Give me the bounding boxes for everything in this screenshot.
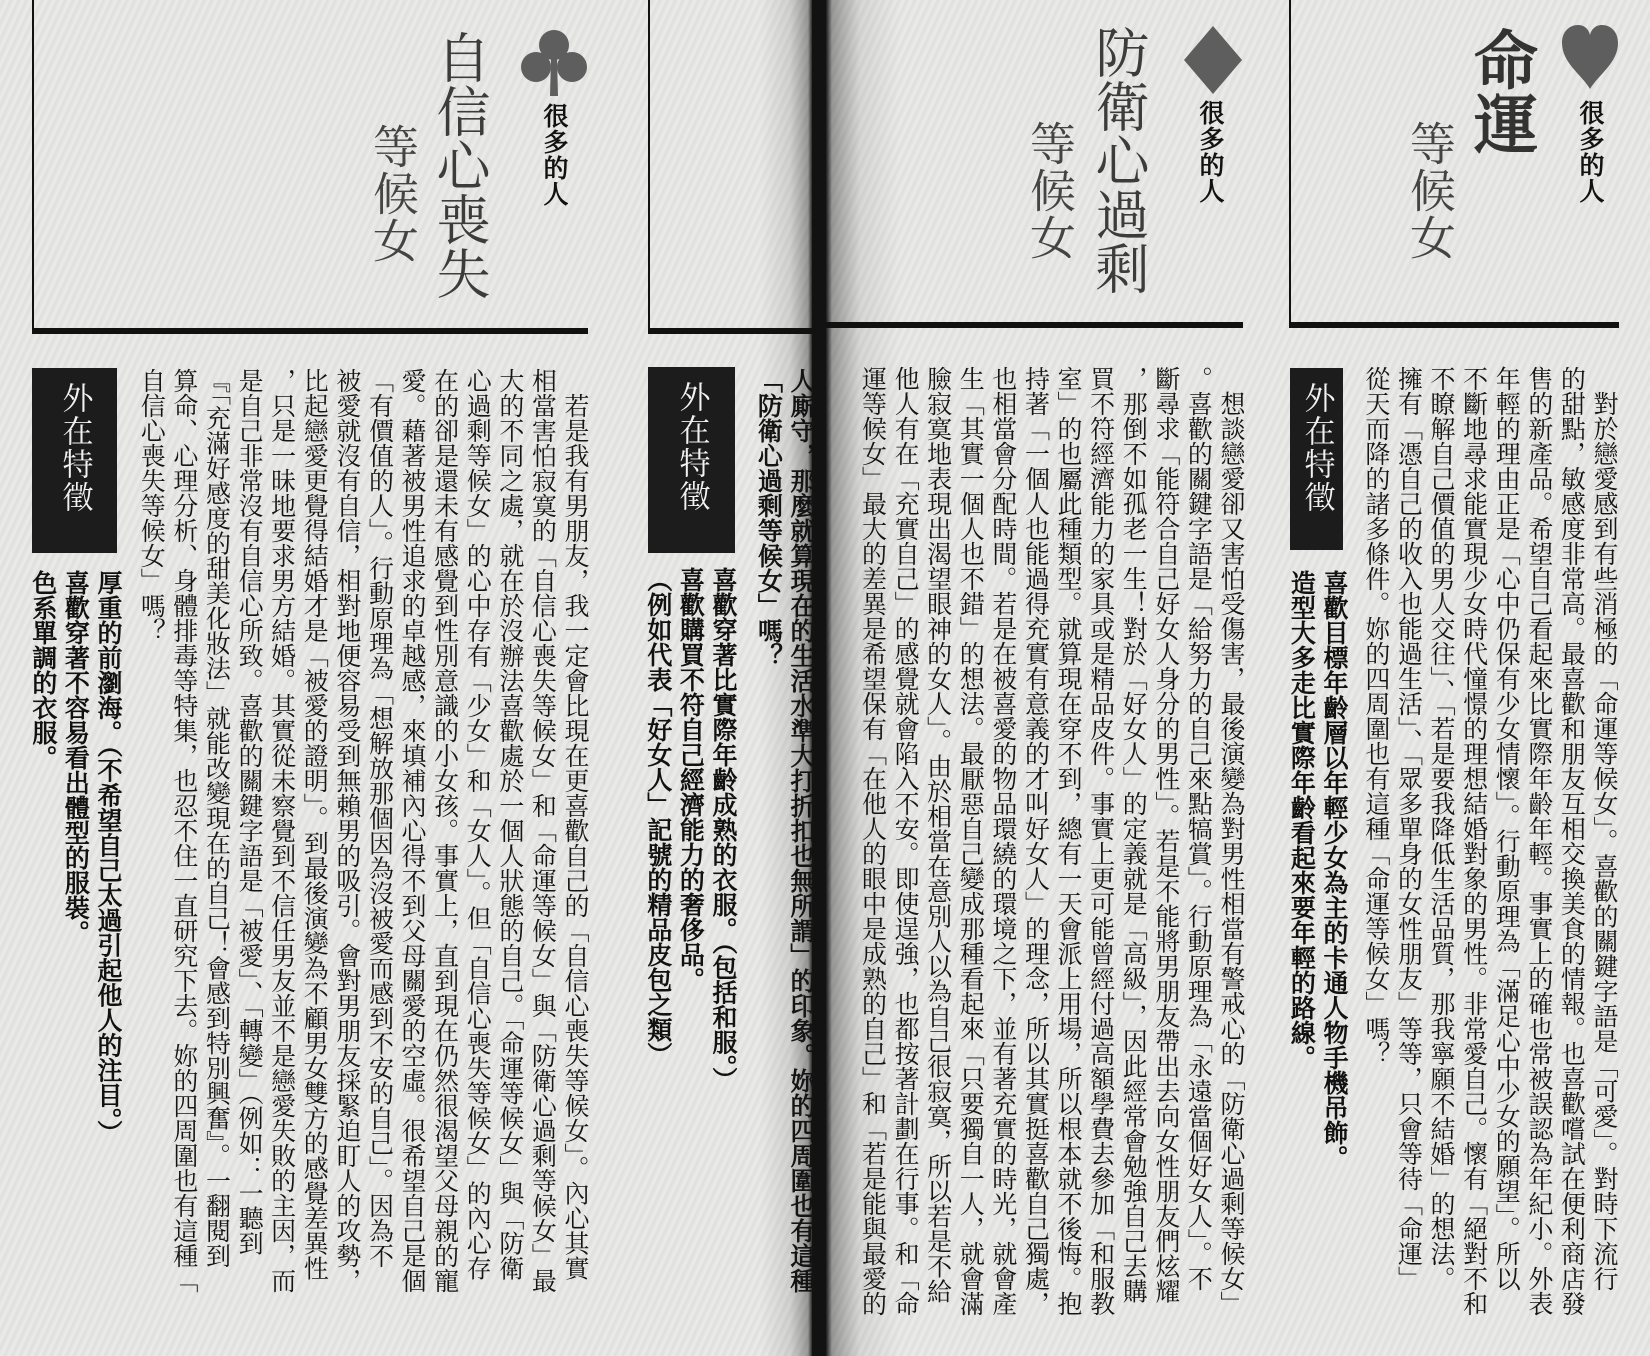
body-line: 大的不同之處，就在於沒辦法喜歡處於一個人狀態的自己。「命運等候女」與「防衛 xyxy=(495,368,525,1281)
features-list xyxy=(641,567,739,1092)
body-line: 愛。藉著被男性追求的卓越感，來填補內心得不到父母關愛的空虛。很希望自己是個 xyxy=(398,368,428,1293)
section-subtitle: 等候女 xyxy=(366,123,420,264)
feature-item: 喜歡購買不符自己經濟能力的奢侈品。 xyxy=(676,567,706,992)
body-line: 他人有在「充實自己」的感覺就會陷入不安。即使逞強，也都按著計劃在行事。和「命 xyxy=(891,366,921,1316)
body-line: 買不符經濟能力的家具或是精品皮件。事實上更可能曾經付過高額學費去參加「和服教 xyxy=(1086,366,1116,1316)
section-kicker: 很多的人 xyxy=(540,103,569,207)
section-kicker: 很多的人 xyxy=(1196,100,1225,204)
body-line: 「防衛心過剩等候女」嗎？ xyxy=(754,368,784,668)
feature-item: 喜歡穿著不容易看出體型的服裝。 xyxy=(61,570,91,945)
section-title: 命運 xyxy=(1463,27,1537,155)
feature-item: 色系單調的衣服。 xyxy=(28,570,58,770)
body-line: 的甜點，敏感度非常高。最喜歡和朋友互相交換美食的情報。也喜歡嚐試在便利商店發 xyxy=(1557,366,1587,1316)
section-title: 自信心喪失 xyxy=(428,30,491,300)
body-line: 相當害怕寂寞的「自信心喪失等候女」和「命運等候女」與「防衛心過剩等候女」最 xyxy=(528,368,558,1293)
section-body xyxy=(1359,366,1620,1316)
body-line: ，只是一昧地要求男方結婚。其實從未察覺到不信任男友並不是戀愛失敗的主因，而 xyxy=(267,368,297,1293)
feature-item: 喜歡目標年齡層以年輕少女為主的卡通人物手機吊飾。 xyxy=(1320,570,1349,1170)
features-list xyxy=(26,570,124,1145)
club-icon xyxy=(520,28,588,98)
body-line: 對於戀愛感到有些消極的「命運等候女」。喜歡的關鍵字語是「可愛」。對時下流行 xyxy=(1590,391,1619,1291)
right-mid-header-horizontal-rule xyxy=(826,322,1243,328)
features-label-box xyxy=(1290,368,1343,550)
features-label: 外在特徵 xyxy=(673,381,710,513)
section-body xyxy=(134,368,591,1293)
body-line: 斷尋求「能符合自己好女人身分的男性」。若是不能將男朋友帶出去向女性朋友們炫耀 xyxy=(1151,366,1181,1304)
feature-item: 造型大多走比實際年齡看起來要年輕的路線。 xyxy=(1287,570,1317,1070)
body-line: 在的卻是還未有感覺到性別意識的小女孩。事實上，直到現在仍然很渴望父母親的寵 xyxy=(430,368,460,1293)
body-line: 持著「一個人也能過得充實有意義的才叫好女人」的理念，所以其實挺喜歡自己獨處， xyxy=(1021,366,1051,1316)
features-label: 外在特徵 xyxy=(1298,382,1335,514)
body-line: 想談戀愛卻又害怕受傷害，最後演變為對男性相當有警戒心的「防衛心過剩等候女」 xyxy=(1217,391,1246,1316)
body-line: 比起戀愛更覺得結婚才是「被愛的證明」。到最後演變為不顧男女雙方的感覺差異性 xyxy=(300,368,330,1281)
section-subtitle: 等候女 xyxy=(1403,120,1457,261)
features-list xyxy=(1284,570,1350,1170)
left-header-vertical-rule xyxy=(32,0,34,332)
body-line: 不斷地尋求能實現少女時代憧憬的理想結婚對象的男性。非常愛自己。懷有「絕對不和 xyxy=(1459,366,1489,1316)
section-body xyxy=(855,366,1247,1316)
body-line: 運等候女」最大的差異是希望保有「在他人的眼中是成熟的自己」和「若是能與最愛的 xyxy=(858,366,888,1316)
body-line: 從天而降的諸多條件。妳的四周圍也有這種「命運等候女」嗎？ xyxy=(1361,366,1391,1066)
right-header-vertical-rule xyxy=(1289,0,1291,325)
body-line: 若是我有男朋友，我一定會比現在更喜歡自己的「自信心喪失等候女」。內心其實 xyxy=(561,393,590,1281)
left-header-horizontal-rule xyxy=(32,328,588,334)
body-line: 年輕的理由正是「心中仍保有少女情懷」。行動原理為「滿足心中少女的願望」。所以 xyxy=(1492,366,1522,1291)
body-line: 人廝守，那麼就算現在的生活水準大打折扣也無所謂」的印象。妳的四周圍也有這種 xyxy=(787,368,816,1293)
body-line: 算命、心理分析、身體排毒等特集，也忍不住一直研究下去。妳的四周圍也有這種「 xyxy=(169,368,199,1293)
body-line: 自信心喪失等候女」嗎？ xyxy=(137,368,167,643)
body-line: 被愛就沒有自信，相對地便容易受到無賴男的吸引。會對男朋友採緊迫盯人的攻勢， xyxy=(332,368,362,1293)
section-subtitle: 等候女 xyxy=(1023,120,1077,261)
body-line: 。喜歡的關鍵字語是「給努力的自己來點犒賞」。行動原理為「永遠當個好女人」。不 xyxy=(1184,366,1214,1291)
body-line: 生「其實一個人也不錯」的想法。最厭惡自己變成那種看起來「只要獨自一人，就會滿 xyxy=(956,366,986,1316)
feature-item: 喜歡穿著比實際年齡成熟的衣服。（包括和服。） xyxy=(709,567,738,1092)
features-label-box xyxy=(32,368,117,553)
body-line: 擁有「憑自己的收入也能過生活」、「眾多單身的女性朋友」等等，只會等待「命運」 xyxy=(1394,366,1424,1291)
feature-item: 厚重的前瀏海。（不希望自己太過引起他人的注目。） xyxy=(94,570,123,1145)
body-line: 也相當會分配時間。若是在被喜愛的物品環繞的環境之下，並有著充實的時光，就會產 xyxy=(988,366,1018,1316)
section-body-continued xyxy=(751,368,817,1293)
features-label: 外在特徵 xyxy=(56,382,93,514)
feature-item: （例如代表「好女人」記號的精品皮包之類） xyxy=(643,567,673,1067)
body-line: ，那倒不如孤老一生！對於「好女人」的定義就是「高級」，因此經常會勉強自己去購 xyxy=(1119,366,1149,1304)
right-header-horizontal-rule xyxy=(1289,322,1619,328)
body-line: 售的新產品。希望自己看起來比實際年齡年輕。事實上的確也常被誤認為年紀小。外表 xyxy=(1524,366,1554,1316)
section-kicker: 很多的人 xyxy=(1576,100,1605,204)
body-line: 『「充滿好感度的甜美化妝法」就能改變現在的自己！會感到特別興奮』。一翻閱到 xyxy=(202,368,232,1268)
body-line: 「有價值的人」。行動原理為「想解放那個因為沒被愛而感到不安的自己」。因為不 xyxy=(365,368,395,1268)
mid-header-vertical-rule xyxy=(648,0,650,332)
heart-icon xyxy=(1560,23,1620,91)
body-line: 是自己非常沒有自信心所致。喜歡的關鍵字語是「被愛」、「轉變」（例如：一聽到 xyxy=(235,368,265,1256)
diamond-icon xyxy=(1183,25,1243,95)
features-label-box xyxy=(648,367,735,553)
body-line: 心過剩等候女」的心中存有「少女」和「女人」。但「自信心喪失等候女」的內心存 xyxy=(463,368,493,1281)
section-title: 防衛心過剩 xyxy=(1087,25,1150,295)
body-line: 室」的也屬此種類型。就算現在穿不到，總有一天會派上用場，所以根本就不後悔。抱 xyxy=(1054,366,1084,1316)
mid-header-horizontal-rule xyxy=(648,328,814,334)
body-line: 不瞭解自己價值的男人交往」、「若是要我降低生活品質，那我寧願不結婚」的想法。 xyxy=(1427,366,1457,1291)
body-line: 臉寂寞地表現出渴望眼神的女人」。由於相當在意別人以為自己很寂寞，所以若是不給 xyxy=(923,366,953,1304)
